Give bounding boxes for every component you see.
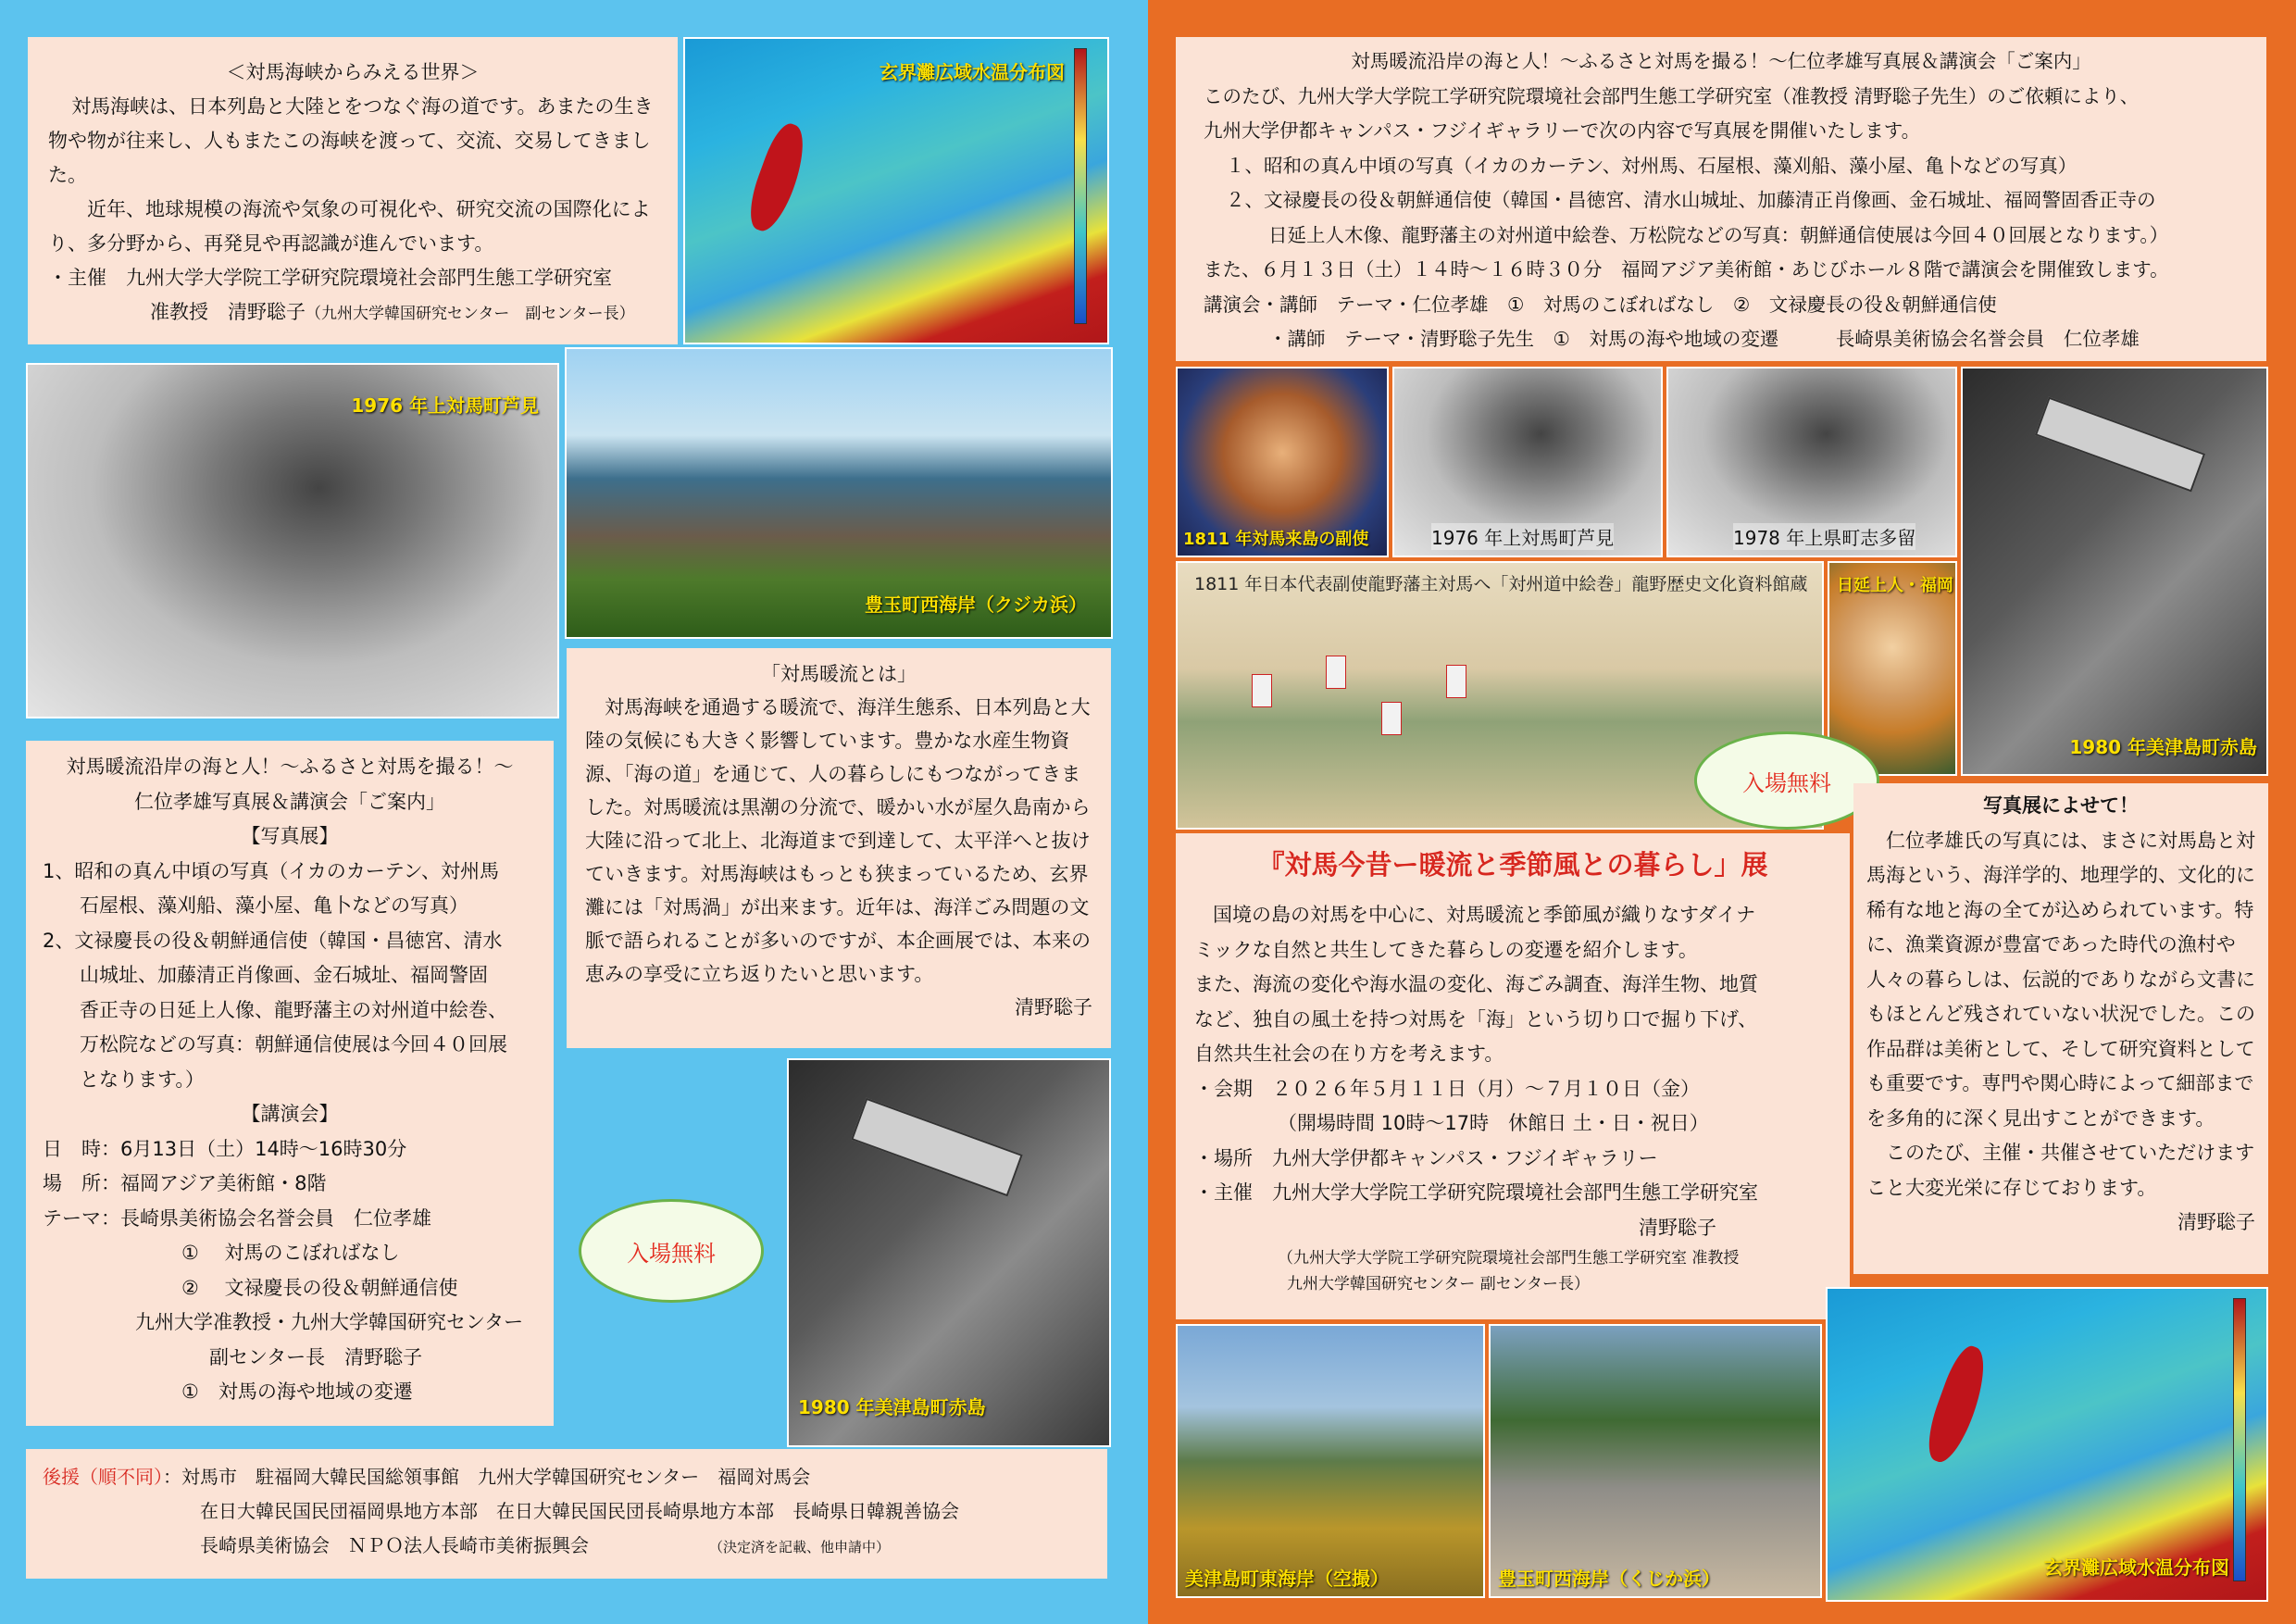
intro-host-note: （九州大学韓国研究センター 副センター長） [306, 305, 635, 323]
lecture-speaker-2: 副センター長 清野聡子 [209, 1345, 423, 1368]
exhibit-item-2b: 山城址、加藤清正肖像画、金石城址、福岡警固 [80, 964, 488, 986]
support-note: （決定済を記載、他申請中） [709, 1539, 891, 1555]
exhibit-item-2a: 2、文禄慶長の役＆朝鮮通信使（韓国・昌徳宮、清水 [43, 929, 503, 952]
intro-host: ・主催 九州大学大学院工学研究院環境社会部門生態工学研究室 [48, 267, 612, 289]
sea-temperature-map-right [1826, 1287, 2268, 1602]
tsushima-island-shape-right [1919, 1342, 1995, 1468]
greeting-body-2: このたび、主催・共催させていただけますこと大変光栄に存じております。 [1866, 1142, 2255, 1199]
monk-caption: 日延上人・福岡 [1837, 576, 1953, 595]
tsushima-island-shape [742, 119, 815, 236]
scroll-sail-3 [1381, 702, 1402, 735]
support-line-2: 在日大韓民国民団福岡県地方本部 在日大韓民国民団長崎県地方本部 長崎県日韓親善協会 [200, 1500, 959, 1522]
current-box [567, 648, 1111, 1048]
intro-title: ＜対馬海峡からみえる世界＞ [226, 61, 480, 83]
coast1-caption: 美津島町東海岸（空撮） [1185, 1568, 1389, 1590]
photo-east-coast-aerial [1176, 1324, 1485, 1598]
map-colorbar [1074, 48, 1087, 324]
intro-paragraph-1: 対馬海峡は、日本列島と大陸とをつなぐ海の道です。あまたの生き物や物が往来し、人もまたこの海峡を渡って、交流、交易してきました。 [48, 95, 654, 186]
photo-west-coast-kujika [1489, 1324, 1822, 1598]
exhibit-host-note-2: 九州大学韓国研究センター 副センター長） [1287, 1275, 1591, 1293]
photo-woman-right [1392, 367, 1663, 557]
exhibit-host: ・主催 九州大学大学院工学研究院環境社会部門生態工学研究室 [1194, 1181, 1758, 1204]
photo-boat-caption-left: 1980 年美津島町赤島 [798, 1396, 986, 1418]
exhibit-item-2c: 香正寺の日延上人像、龍野藩主の対州道中絵巻、 [80, 998, 507, 1021]
exhibit-line-3: また、海流の変化や海水温の変化、海ごみ調査、海洋生物、地質 [1194, 973, 1758, 995]
free-admission-badge-left: 入場無料 [579, 1199, 764, 1303]
lecture-speaker-1: 九州大学准教授・九州大学韓国研究センター [135, 1311, 524, 1333]
intro-paragraph-2: 近年、地球規模の海流や気象の可視化や、研究交流の国際化により、多分野から、再発見や再認識が進んでいます。 [48, 198, 651, 255]
photo-woman-caption: 1976 年上対馬町芦見 [351, 394, 539, 417]
scroll-caption: 1811 年日本代表副使龍野藩主対馬へ「対州道中絵巻」龍野歴史文化資料館蔵 [1194, 574, 1808, 594]
exhibit-item-1b: 石屋根、藻刈船、藻小屋、亀卜などの写真） [80, 894, 468, 917]
photo-envoy-portrait [1176, 367, 1389, 557]
lecture-date: 日 時：6月13日（土）14時～16時30分 [43, 1137, 407, 1160]
exhibit-title-2: 仁位孝雄写真展＆講演会「ご案内」 [134, 790, 445, 813]
coast2-caption: 豊玉町西海岸（くじか浜） [1498, 1568, 1720, 1590]
current-signature: 清野聡子 [1015, 996, 1092, 1018]
current-body: 対馬海峡を通過する暖流で、海洋生態系、日本列島と大陸の気候にも大きく影響しています。豊かな水産生物資源、「海の道」を通じて、人の暮らしにもつながってきました。対馬暖流は黒潮の分流で、暖かい水が屋久島南から大陸に沿って北上、北海道まで到達して、太平洋へと抜けていきます。対馬海峡はもっとも狭まっているため、玄界灘には「対馬渦」が出来ます。近年は、海洋ごみ問題の文脈で語られることが多いのですが、本企画展では、本来の恵みの享受に立ち返りたいと思います。 [585, 696, 1091, 985]
support-label: 後援（順不同） [43, 1466, 163, 1488]
exhibit-item-2e: となります。） [80, 1068, 205, 1091]
scroll-sail-2 [1326, 656, 1346, 689]
intro-box [28, 37, 678, 344]
free-admission-badge-right: 入場無料 [1694, 731, 1879, 830]
boat-shape-right [2035, 397, 2205, 493]
exhibit-box-right [1176, 833, 1850, 1319]
exhibit-line-5: 自然共生社会の在り方を考えます。 [1194, 1043, 1504, 1065]
map-caption: 玄界灘広域水温分布図 [880, 61, 1065, 83]
photo-beach-caption: 豊玉町西海岸（クジカ浜） [865, 593, 1087, 616]
support-box [26, 1449, 1107, 1579]
exhibit-period: ・会期 ２０２６年５月１１日（月）～７月１０日（金） [1194, 1077, 1700, 1100]
boat-caption-right: 1980 年美津島町赤島 [2069, 736, 2257, 758]
exhibit-title-1: 対馬暖流沿岸の海と人！～ふるさと対馬を撮る！～ [66, 756, 514, 778]
exhibit-line-4: など、独自の風土を持つ対馬を「海」という切り口で掘り下げ、 [1194, 1007, 1758, 1031]
exhibit-host-note-1: （九州大学大学院工学研究院環境社会部門生態工学研究室 准教授 [1278, 1249, 1740, 1268]
exhibit-main-title: 『対馬今昔ー暖流と季節風との暮らし」展 [1257, 849, 1768, 881]
boat-shape [851, 1098, 1023, 1197]
cow-caption: 1978 年上県町志多留 [1733, 523, 1915, 550]
lecture-topic-2: ② 文禄慶長の役＆朝鮮通信使 [181, 1276, 458, 1299]
info-line-2: 九州大学伊都キャンパス・フジイギャラリーで次の内容で写真展を開催いたします。 [1204, 119, 1921, 142]
info-line-4: ２、文禄慶長の役＆朝鮮通信使（韓国・昌徳宮、清水山城址、加藤清正肖像画、金石城址、福岡警固香正寺の [1226, 189, 2156, 211]
current-title: 「対馬暖流とは」 [761, 663, 917, 685]
exhibit-box-left [26, 741, 554, 1426]
lecture-topic-1: ① 対馬のこぼればなし [181, 1242, 400, 1264]
info-box [1176, 37, 2266, 361]
photo-cow-1978 [1666, 367, 1957, 557]
info-line-7: 講演会・講師 テーマ・仁位孝雄 ① 対馬のこぼればなし ② 文禄慶長の役＆朝鮮通信使 [1204, 293, 1997, 316]
photo-beach-cleanup [565, 347, 1113, 639]
photo-woman-1976 [26, 363, 559, 718]
lecture-topic-3: ① 対馬の海や地域の変遷 [181, 1380, 413, 1403]
photo-boat-right [1961, 367, 2268, 776]
sea-temperature-map [683, 37, 1109, 344]
exhibit-item-1a: 1、昭和の真ん中頃の写真（イカのカーテン、対州馬 [43, 859, 499, 882]
exhibit-venue: ・場所 九州大学伊都キャンパス・フジイギャラリー [1194, 1146, 1658, 1169]
info-line-1: このたび、九州大学大学院工学研究院環境社会部門生態工学研究室（准教授 清野聡子先生）のご依頼により、 [1204, 84, 2140, 107]
greeting-title: 写真展によせて！ [1983, 794, 2139, 817]
info-line-6: また、６月１３日（土）１４時～１６時３０分 福岡アジア美術館・あじびホール８階で講演会を開催致します。 [1204, 258, 2169, 281]
greeting-signature: 清野聡子 [2177, 1211, 2255, 1233]
lecture-place: 場 所：福岡アジア美術館・8階 [43, 1172, 327, 1194]
lecture-theme: テーマ：長崎県美術協会名誉会員 仁位孝雄 [43, 1206, 431, 1230]
portrait-caption: 1811 年対馬来島の副使 [1183, 530, 1369, 549]
exhibit-line-2: ミックな自然と共生してきた暮らしの変遷を紹介します。 [1194, 938, 1698, 961]
info-line-5: 日延上人木像、龍野藩主の対州道中絵巻、万松院などの写真：朝鮮通信使展は今回４０回展となります。） [1268, 223, 2169, 246]
exhibit-host-name: 清野聡子 [1639, 1216, 1716, 1239]
support-line-1: ：対馬市 駐福岡大韓民国総領事館 九州大学韓国研究センター 福岡対馬会 [163, 1466, 811, 1488]
intro-host-name: 准教授 清野聡子 [150, 301, 306, 323]
photo-boat-left [787, 1058, 1111, 1447]
greeting-body: 仁位孝雄氏の写真には、まさに対馬島と対馬海という、海洋学的、地理学的、文化的に稀有な地と海の全てが込められています。特に、漁業資源が豊富であった時代の漁村や人々の暮らしは、伝説的でありながら文書にもほとんど残されていない状況でした。この作品群は美術として、そして研究資料としても重要です。専門や関心時によって細部までを多角的に深く見出すことができます。 [1866, 829, 2255, 1130]
info-line-3: １、昭和の真ん中頃の写真（イカのカーテン、対州馬、石屋根、藻刈船、藻小屋、亀卜などの写真） [1226, 154, 2078, 177]
info-title: 対馬暖流沿岸の海と人！～ふるさと対馬を撮る！～仁位孝雄写真展＆講演会「ご案内」 [1351, 50, 2091, 72]
exhibit-item-2d: 万松院などの写真：朝鮮通信使展は今回４０回展 [80, 1033, 507, 1056]
scroll-sail-1 [1252, 674, 1272, 707]
right-panel [1148, 0, 2296, 1624]
map-caption-right: 玄界灘広域水温分布図 [2044, 1556, 2229, 1579]
exhibit-line-1: 国境の島の対馬を中心に、対馬暖流と季節風が織りなすダイナ [1213, 904, 1756, 926]
scroll-sail-4 [1446, 665, 1466, 698]
exhibit-section-photo: 【写真展】 [241, 825, 339, 847]
support-line-3: 長崎県美術協会 ＮＰＯ法人長崎市美術振興会 [200, 1534, 589, 1556]
greeting-box [1853, 783, 2268, 1274]
exhibit-section-lecture: 【講演会】 [241, 1103, 339, 1125]
info-line-8: ・講師 テーマ・清野聡子先生 ① 対馬の海や地域の変遷 長崎県美術協会名誉会員 仁位孝雄 [1268, 328, 2140, 350]
woman-caption-right: 1976 年上対馬町芦見 [1431, 523, 1614, 550]
map-colorbar-right [2233, 1298, 2246, 1581]
exhibit-hours: （開場時間 10時～17時 休館日 土・日・祝日） [1278, 1112, 1709, 1134]
